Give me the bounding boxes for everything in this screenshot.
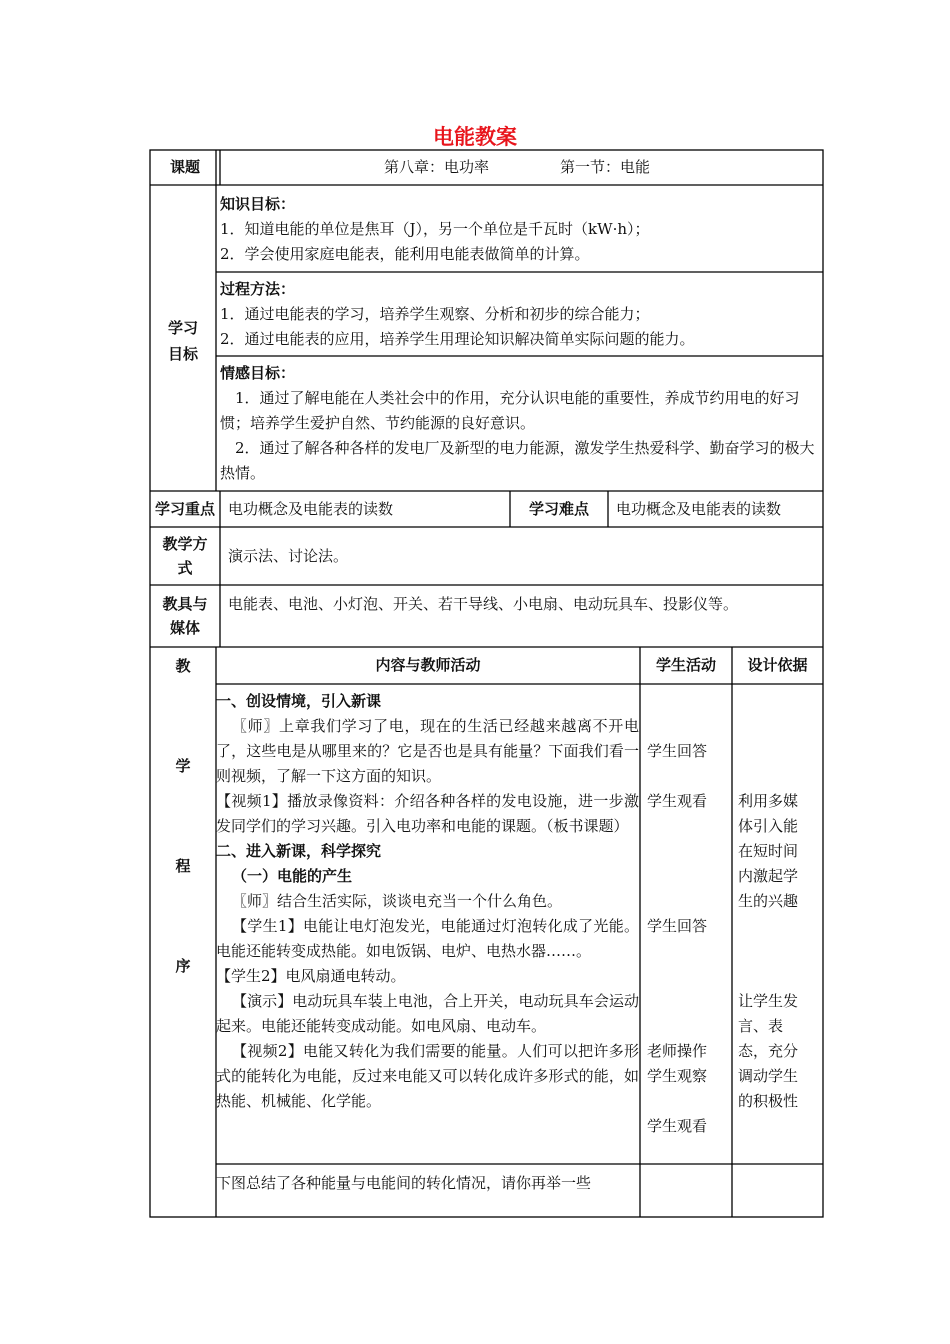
content-paragraph: 【演示】电动玩具车装上电池，合上开关，电动玩具车会运动起来。电能还能转变成动能。如电风扇、电动车。 <box>216 992 639 1035</box>
keypoint-label: 学习重点 <box>154 500 215 518</box>
process-item: 1．通过电能表的学习，培养学生观察、分析和初步的综合能力； <box>220 305 650 323</box>
design-basis-line: 生的兴趣 <box>738 892 799 910</box>
procedure-label-char: 序 <box>175 957 191 975</box>
knowledge-block <box>220 192 820 267</box>
last-row-text: 下图总结了各种能量与电能间的转化情况，请你再举一些 <box>216 1174 592 1192</box>
tools-label-text: 教具与媒体 <box>162 595 208 637</box>
design-basis-line: 内激起学 <box>738 867 799 885</box>
difficulty-label: 学习难点 <box>528 500 589 518</box>
knowledge-heading: 知识目标： <box>220 195 296 213</box>
topic-label: 课题 <box>169 158 200 176</box>
content-paragraph: 二、进入新课，科学探究 <box>216 842 382 860</box>
method-label <box>150 532 220 580</box>
content-paragraph: 【视频1】播放录像资料：介绍各种各样的发电设施，进一步激发同学们的学习兴趣。引入电功率和电能的课题。（板书课题） <box>216 792 639 835</box>
student-activity: 学生观看 <box>647 1117 708 1135</box>
topic-chapter: 第八章：电功率 <box>384 158 490 176</box>
procedure-label-char: 学 <box>175 757 191 775</box>
col-student-header: 学生活动 <box>655 656 716 674</box>
student-activity: 老师操作 <box>647 1042 708 1060</box>
process-heading: 过程方法： <box>220 280 296 298</box>
emotion-item: 2．通过了解各种各样的发电厂及新型的电力能源，激发学生热爱科学、勤奋学习的极大热情。 <box>220 439 815 482</box>
document-title: 电能教案 <box>433 125 517 149</box>
col-content-header: 内容与教师活动 <box>375 656 481 674</box>
design-basis-2 <box>738 989 798 1114</box>
content-paragraph: 一、创设情境，引入新课 <box>216 692 382 710</box>
student-activity: 学生观看 <box>647 792 708 810</box>
objectives-label <box>150 315 216 367</box>
emotion-block <box>220 361 818 486</box>
emotion-heading: 情感目标： <box>220 364 296 382</box>
design-basis-line: 的积极性 <box>738 1092 799 1110</box>
col-basis-header: 设计依据 <box>747 656 808 674</box>
design-basis-line: 调动学生 <box>738 1067 799 1085</box>
content-paragraph: 【学生2】电风扇通电转动。 <box>216 967 406 985</box>
content-paragraph: 【视频2】电能又转化为我们需要的能量。人们可以把许多形式的能转化为电能，反过来电能又可以转化成许多形式的能，如热能、机械能、化学能。 <box>216 1042 639 1110</box>
tools-value: 电能表、电池、小灯泡、开关、若干导线、小电扇、电动玩具车、投影仪等。 <box>228 595 739 613</box>
design-basis-line: 言、表 <box>738 1017 784 1035</box>
content-paragraph: 〖师〗上章我们学习了电，现在的生活已经越来越离不开电了，这些电是从哪里来的？它是否也是具有能量？下面我们看一则视频，了解一下这方面的知识。 <box>216 717 639 785</box>
tools-label <box>150 592 220 640</box>
keypoint-value: 电功概念及电能表的读数 <box>228 500 394 518</box>
design-basis-1 <box>738 789 798 914</box>
student-activity: 学生观察 <box>647 1067 708 1085</box>
emotion-item: 1．通过了解电能在人类社会中的作用，充分认识电能的重要性，养成节约用电的好习惯；培养学生爱护自然、节约能源的良好意识。 <box>220 389 800 432</box>
design-basis-line: 让学生发 <box>738 992 799 1010</box>
procedure-label-char: 教 <box>175 657 191 675</box>
student-activity: 学生回答 <box>647 917 708 935</box>
design-basis-line: 在短时间 <box>738 842 799 860</box>
topic-section: 第一节：电能 <box>560 158 651 176</box>
knowledge-item: 1．知道电能的单位是焦耳（J），另一个单位是千瓦时（kW·h）； <box>220 220 650 238</box>
method-label-text: 教学方式 <box>162 535 208 577</box>
design-basis-line: 态，充分 <box>738 1042 799 1060</box>
teacher-activity-content <box>216 689 639 1114</box>
method-value: 演示法、讨论法。 <box>228 547 349 565</box>
process-block <box>220 277 820 352</box>
process-item: 2．通过电能表的应用，培养学生用理论知识解决简单实际问题的能力。 <box>220 330 695 348</box>
student-activity: 学生回答 <box>647 742 708 760</box>
difficulty-value: 电功概念及电能表的读数 <box>616 500 782 518</box>
content-paragraph: 〖师〗结合生活实际，谈谈电充当一个什么角色。 <box>232 892 563 910</box>
design-basis-line: 利用多媒 <box>738 792 799 810</box>
knowledge-item: 2．学会使用家庭电能表，能利用电能表做简单的计算。 <box>220 245 590 263</box>
design-basis-line: 体引入能 <box>738 817 799 835</box>
objectives-label-text: 学习目标 <box>167 319 198 363</box>
content-paragraph: 【学生1】电能让电灯泡发光，电能通过灯泡转化成了光能。电能还能转变成热能。如电饭锅、电炉、电热水器……。 <box>216 917 639 960</box>
procedure-label-char: 程 <box>175 857 191 875</box>
content-paragraph: （一）电能的产生 <box>232 867 353 885</box>
